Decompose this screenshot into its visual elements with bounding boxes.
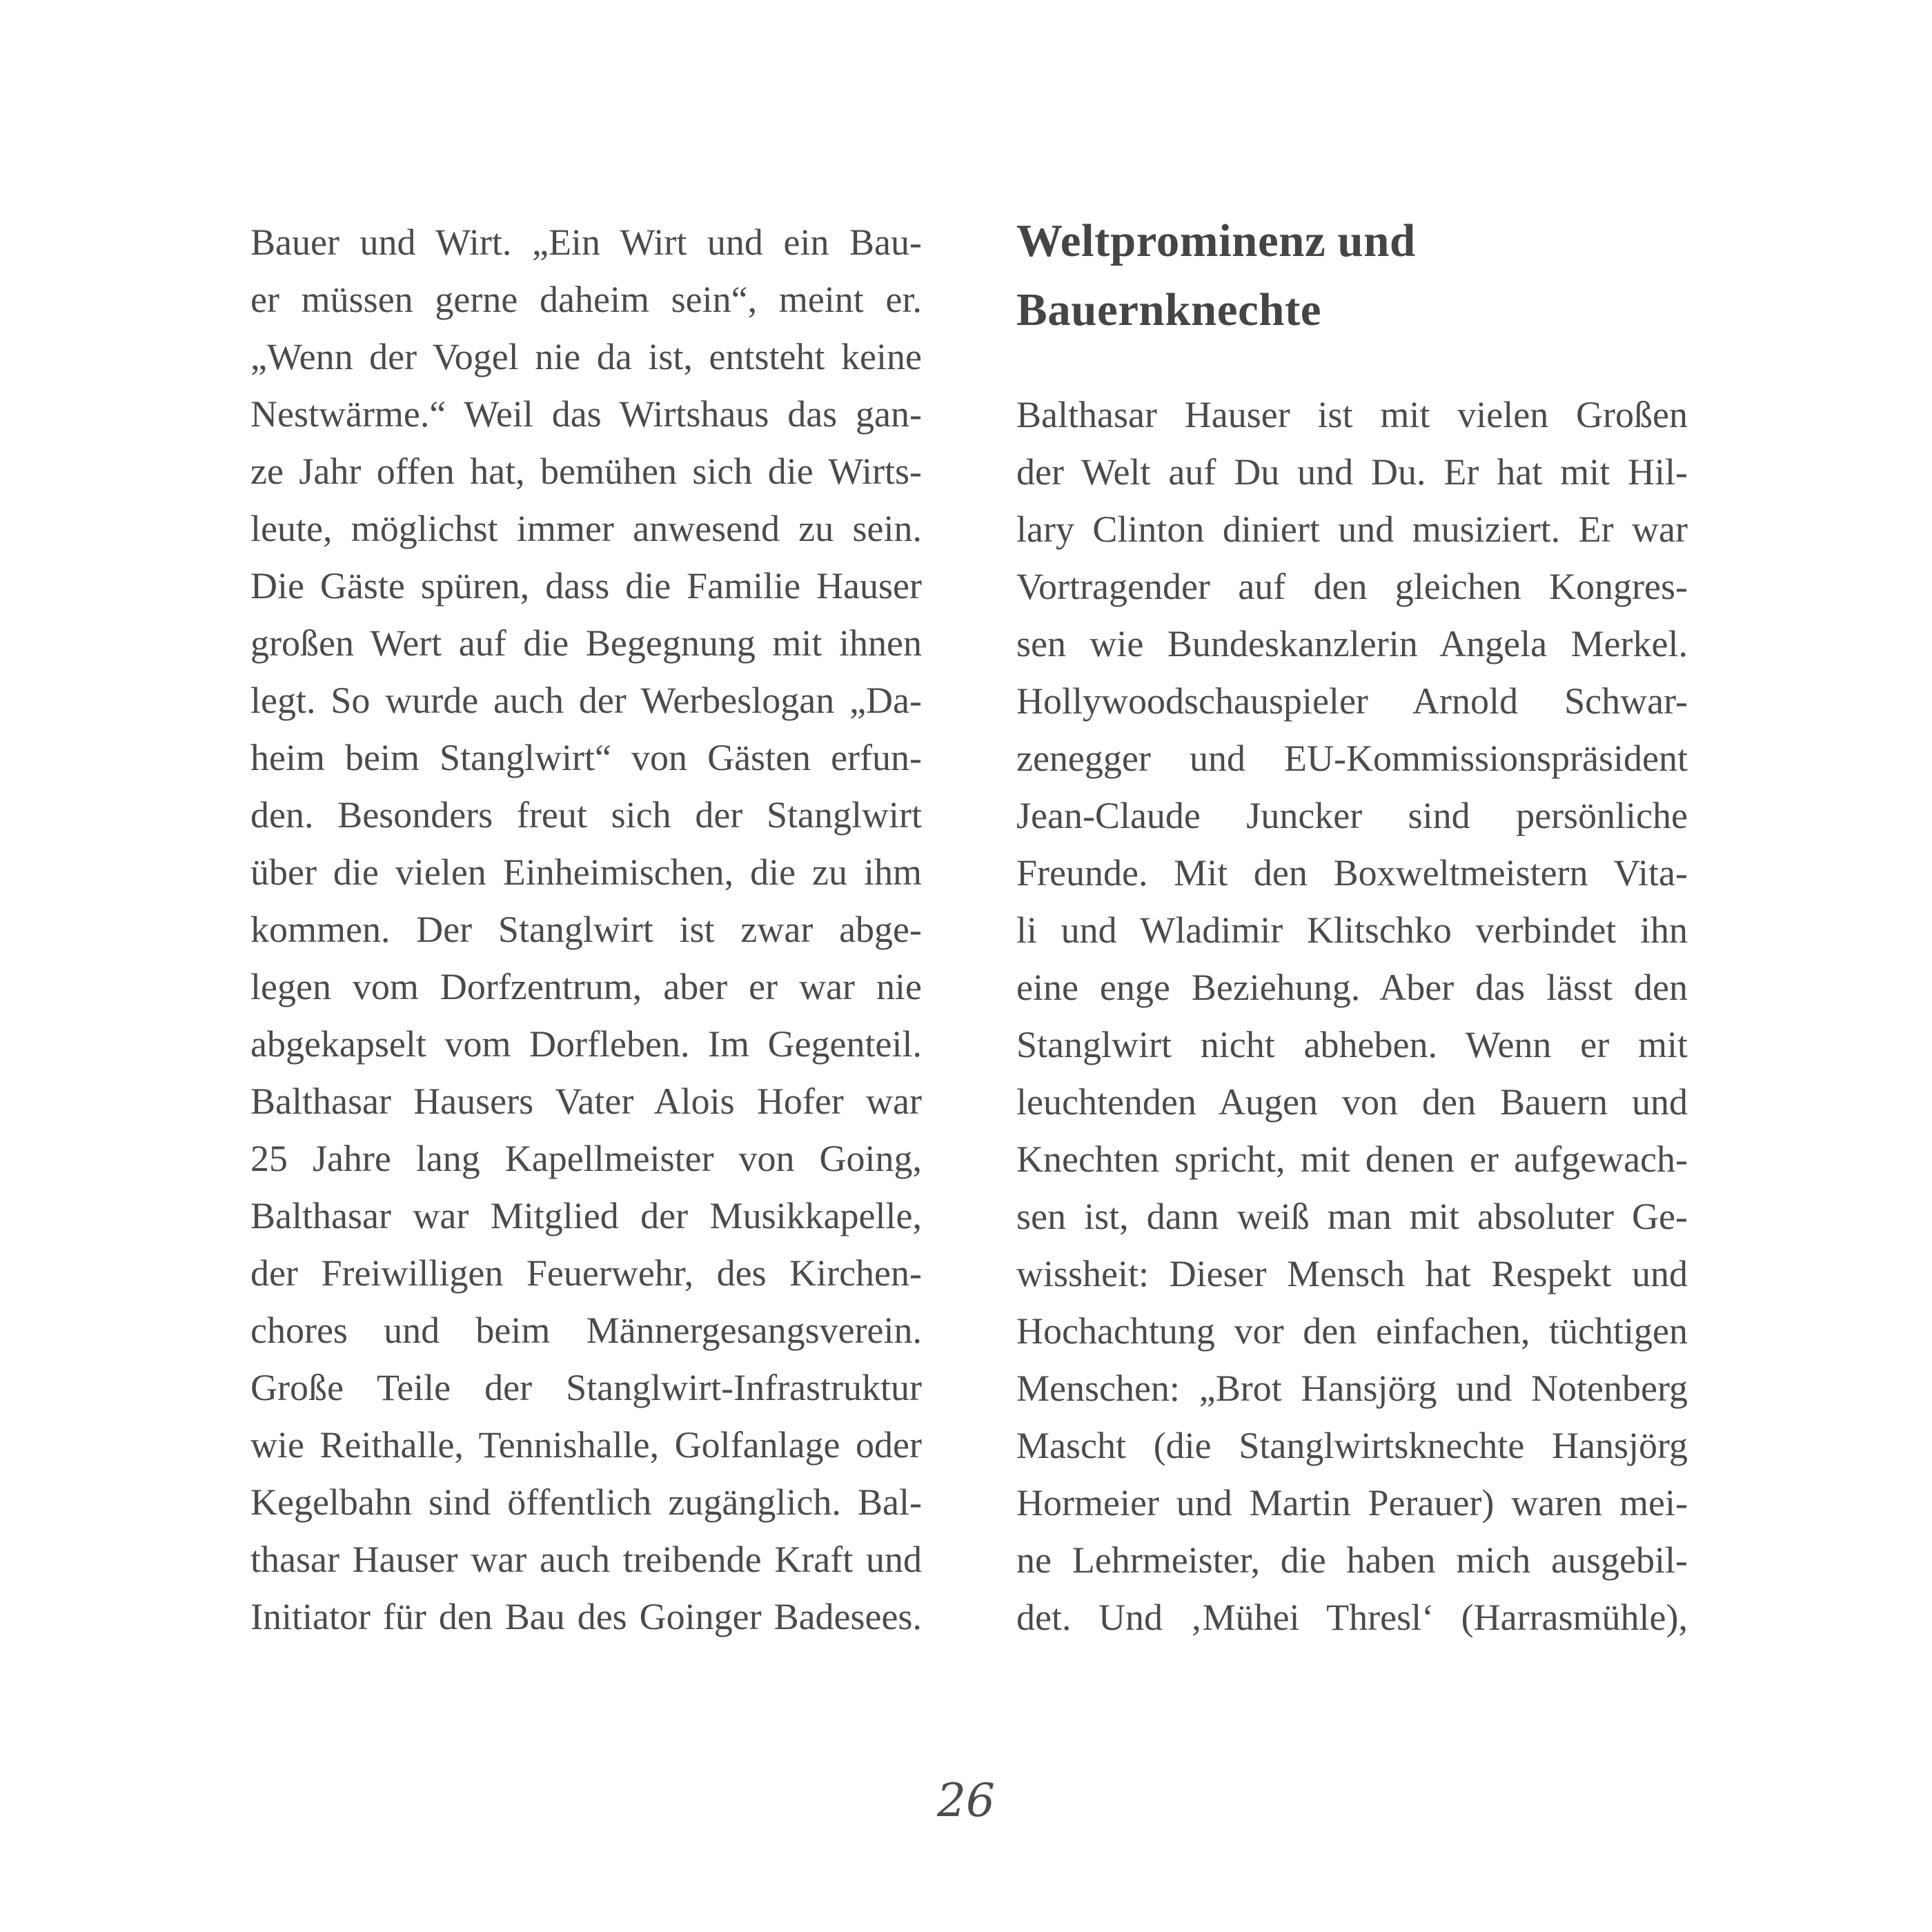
right-text-column	[1016, 386, 1688, 1646]
text-line: Kegelbahn sind öffentlich zugänglich. Bal-	[250, 1481, 922, 1523]
text-line: Initiator für den Bau des Goinger Badesees.	[250, 1596, 922, 1637]
text-line: Menschen: „Brot Hansjörg und Notenberg	[1016, 1368, 1688, 1409]
text-line: kommen. Der Stanglwirt ist zwar abge-	[250, 909, 922, 950]
text-line: Stanglwirt nicht abheben. Wenn er mit	[1016, 1024, 1688, 1065]
text-line: Bauer und Wirt. „Ein Wirt und ein Bau-	[250, 221, 922, 263]
text-line: großen Wert auf die Begegnung mit ihnen	[250, 622, 922, 664]
text-line: Hollywoodschauspieler Arnold Schwar-	[1016, 680, 1688, 722]
text-line: der Freiwilligen Feuerwehr, des Kirchen-	[250, 1252, 922, 1294]
text-line: Balthasar Hausers Vater Alois Hofer war	[250, 1081, 922, 1122]
text-line: abgekapselt vom Dorfleben. Im Gegenteil.	[250, 1023, 922, 1065]
text-line: den. Besonders freut sich der Stanglwirt	[250, 794, 922, 836]
section-heading	[1016, 206, 1688, 344]
text-line: Balthasar war Mitglied der Musikkapelle,	[250, 1195, 922, 1236]
text-line: lary Clinton diniert und musiziert. Er war	[1016, 509, 1688, 550]
text-line: Jean-Claude Juncker sind persönliche	[1016, 795, 1688, 836]
text-line: er müssen gerne daheim sein“, meint er.	[250, 279, 922, 320]
text-line: Die Gäste spüren, dass die Familie Hauser	[250, 565, 922, 607]
text-line: li und Wladimir Klitschko verbindet ihn	[1016, 909, 1688, 951]
text-line: 25 Jahre lang Kapellmeister von Going,	[250, 1138, 922, 1179]
text-line: leuchtenden Augen von den Bauern und	[1016, 1081, 1688, 1123]
text-line: Hormeier und Martin Perauer) waren mei-	[1016, 1482, 1688, 1524]
text-line: Hochachtung vor den einfachen, tüchtigen	[1016, 1310, 1688, 1352]
text-line: thasar Hauser war auch treibende Kraft und	[250, 1539, 922, 1580]
text-line: leute, möglichst immer anwesend zu sein.	[250, 508, 922, 549]
text-line: chores und beim Männergesangsverein.	[250, 1310, 922, 1351]
text-line: Nestwärme.“ Weil das Wirtshaus das gan-	[250, 393, 922, 435]
text-line: legt. So wurde auch der Werbeslogan „Da-	[250, 680, 922, 721]
text-line: sen ist, dann weiß man mit absoluter Ge-	[1016, 1196, 1688, 1237]
text-line: Mascht (die Stanglwirtsknechte Hansjörg	[1016, 1425, 1688, 1466]
text-line: zenegger und EU-Kommissionspräsident	[1016, 738, 1688, 779]
text-line: wie Reithalle, Tennishalle, Golfanlage oder	[250, 1424, 922, 1466]
text-line: sen wie Bundeskanzlerin Angela Merkel.	[1016, 623, 1688, 664]
text-line: Balthasar Hauser ist mit vielen Großen	[1016, 394, 1688, 435]
text-line: legen vom Dorfzentrum, aber er war nie	[250, 966, 922, 1007]
heading-line: Bauernknechte	[1016, 284, 1321, 335]
left-text-column	[250, 214, 922, 1646]
text-line: über die vielen Einheimischen, die zu ihm	[250, 851, 922, 893]
text-line: ne Lehrmeister, die haben mich ausgebil-	[1016, 1539, 1688, 1581]
text-line: Große Teile der Stanglwirt-Infrastruktur	[250, 1367, 922, 1408]
text-line: „Wenn der Vogel nie da ist, entsteht keine	[250, 336, 922, 377]
heading-line: Weltprominenz und	[1016, 215, 1416, 266]
page-number: 26	[937, 1774, 995, 1827]
text-line: heim beim Stanglwirt“ von Gästen erfun-	[250, 737, 922, 778]
text-line: ze Jahr offen hat, bemühen sich die Wirts-	[250, 451, 922, 492]
text-line: det. Und ‚Mühei Thresl‘ (Harrasmühle),	[1016, 1597, 1688, 1638]
text-line: Knechten spricht, mit denen er aufgewach-	[1016, 1138, 1688, 1180]
text-line: der Welt auf Du und Du. Er hat mit Hil-	[1016, 451, 1688, 493]
text-line: Freunde. Mit den Boxweltmeistern Vita-	[1016, 852, 1688, 894]
text-line: Vortragender auf den gleichen Kongres-	[1016, 566, 1688, 607]
text-line: eine enge Beziehung. Aber das lässt den	[1016, 967, 1688, 1008]
text-line: wissheit: Dieser Mensch hat Respekt und	[1016, 1253, 1688, 1294]
